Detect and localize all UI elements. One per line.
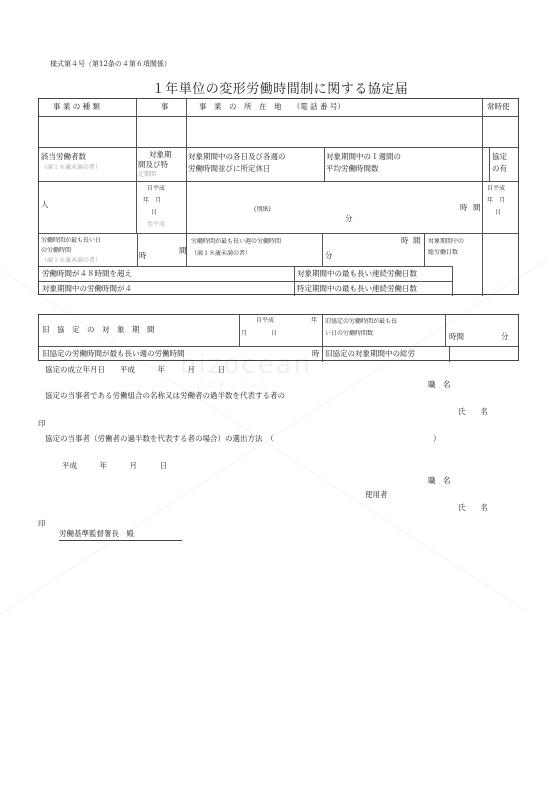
old-longest-day-label-a: 旧協定の労働時間が最も長 bbox=[325, 318, 398, 325]
person-unit: 人 bbox=[41, 200, 49, 209]
old-period-era: 自平成 bbox=[256, 317, 275, 324]
schedule-label-a: 対象期間中の各日及び各週の bbox=[188, 152, 286, 161]
employer-label: 使用者 bbox=[365, 490, 388, 499]
longest-week-label-b: （満１８歳未満の者） bbox=[191, 250, 252, 257]
weekly-average-label-b: 平均労働時間数 bbox=[326, 164, 379, 173]
business-name-header: 事 bbox=[161, 102, 169, 111]
watermark-logo-sub: ビズオーシャン bbox=[195, 381, 272, 390]
longest-day-label-a: 労働時間が最も長い日 bbox=[41, 237, 102, 244]
old-period-month: 月 bbox=[241, 330, 248, 337]
period-label-a: 対象期 bbox=[149, 150, 172, 159]
seal-mark: 印 bbox=[38, 419, 46, 428]
longest-day-label-c: （満１８歳未満の者） bbox=[41, 257, 102, 264]
agreement-date-line: 協定の成立年月日 平成 年 月 日 bbox=[45, 365, 225, 374]
regular-workers-header: 常時使 bbox=[487, 102, 510, 111]
longest-week-interval-unit: 間 bbox=[413, 236, 421, 245]
business-address-header: 事 業 の 所 在 地 （電 話 番 号） bbox=[199, 102, 345, 111]
old-longest-week-hour-unit: 時 bbox=[312, 349, 320, 358]
weekly-average-label-a: 対象期間中の１週間の bbox=[326, 152, 401, 161]
agreement-label-a: 協定 bbox=[492, 152, 507, 161]
schedule-label-b: 労働時間並びに所定休日 bbox=[188, 164, 271, 173]
old-longest-day-label-b: い日の労働時間数 bbox=[325, 330, 374, 337]
agreement-year-month: 年 月 bbox=[487, 197, 506, 204]
period-from-year-month: 年 月 bbox=[143, 197, 162, 204]
document-title: １年単位の変形労働時間制に関する協定届 bbox=[151, 82, 409, 97]
form-number: 様式第４号（第12条の４第６項関係） bbox=[50, 60, 171, 68]
agreement-label-b: の有 bbox=[492, 164, 507, 173]
agreement-era: 自平成 bbox=[487, 185, 506, 192]
business-type-header: 事 業 の 種 類 bbox=[53, 102, 101, 111]
period-from-day: 日 bbox=[151, 209, 158, 216]
agreement-table bbox=[38, 98, 519, 295]
worker-count-sub-label: （満１８歳未満の者） bbox=[41, 164, 102, 171]
old-longest-day-minute-unit: 分 bbox=[501, 332, 509, 341]
longest-day-hour-unit: 時 bbox=[139, 251, 147, 260]
longest-week-label-a: 労働時間が最も長い週の労働時間 bbox=[191, 238, 282, 245]
old-total-workdays-label: 旧協定の対象期間中の総労 bbox=[325, 349, 415, 358]
employer-name-label: 氏 名 bbox=[458, 503, 488, 512]
weekly-hour-unit: 時 bbox=[460, 203, 468, 212]
period-to-era: 至平成 bbox=[147, 221, 166, 228]
period-label-b: 間及び特 bbox=[138, 160, 168, 169]
longest-day-label-b: の労働時間 bbox=[41, 247, 72, 254]
selection-method-line: 協定の当事者（労働者の過半数を代表する者の場合）の選出方法 （ bbox=[45, 434, 274, 443]
weekly-minute-unit: 分 bbox=[345, 214, 353, 223]
old-period-year: 年 bbox=[311, 317, 318, 324]
period-work-label: 対象期間中の労働時間が４ bbox=[42, 284, 132, 293]
old-longest-week-label: 旧協定の労働時間が最も長い週の労働時間 bbox=[42, 349, 185, 358]
over48-label: 労働時間が４８時間を超え bbox=[42, 269, 132, 278]
period-label-c: 定期間 bbox=[138, 171, 157, 178]
longest-week-hour-unit: 時 bbox=[401, 236, 409, 245]
attached-sheet-note: (別紙) bbox=[254, 206, 271, 213]
agreement-day: 日 bbox=[495, 209, 502, 216]
employer-seal-mark: 印 bbox=[38, 519, 46, 528]
longest-week-minute-unit: 分 bbox=[325, 251, 333, 260]
old-period-label: 旧 協 定 の 対 象 期 間 bbox=[42, 325, 155, 334]
labor-office-addressee: 労働基準監督署長 殿 bbox=[59, 529, 182, 541]
old-longest-day-hour-unit: 時間 bbox=[449, 332, 464, 341]
old-period-day: 日 bbox=[271, 330, 278, 337]
period-from-era: 自平成 bbox=[147, 185, 166, 192]
weekly-interval-unit: 間 bbox=[473, 203, 481, 212]
submission-date-line: 平成 年 月 日 bbox=[62, 461, 167, 470]
position-label: 職 名 bbox=[428, 380, 451, 389]
total-workdays-label-b: 総労働日数 bbox=[428, 249, 459, 256]
special-period-label: 特定期間中の最も長い連続労働日数 bbox=[297, 284, 417, 293]
union-representative-line: 協定の当事者である労働組合の名称又は労働者の過半数を代表する者の bbox=[45, 391, 285, 400]
consecutive-days-label: 対象期間中の最も長い連続労働日数 bbox=[297, 269, 417, 278]
total-workdays-label-a: 対象期間中の bbox=[428, 238, 465, 245]
employer-position-label: 職 名 bbox=[428, 476, 451, 485]
name-label: 氏 名 bbox=[458, 407, 488, 416]
selection-method-close: ） bbox=[433, 434, 441, 443]
watermark-logo: bizocean bbox=[180, 350, 312, 380]
worker-count-label: 該当労働者数 bbox=[41, 152, 86, 161]
longest-day-interval-unit: 間 bbox=[179, 246, 187, 255]
